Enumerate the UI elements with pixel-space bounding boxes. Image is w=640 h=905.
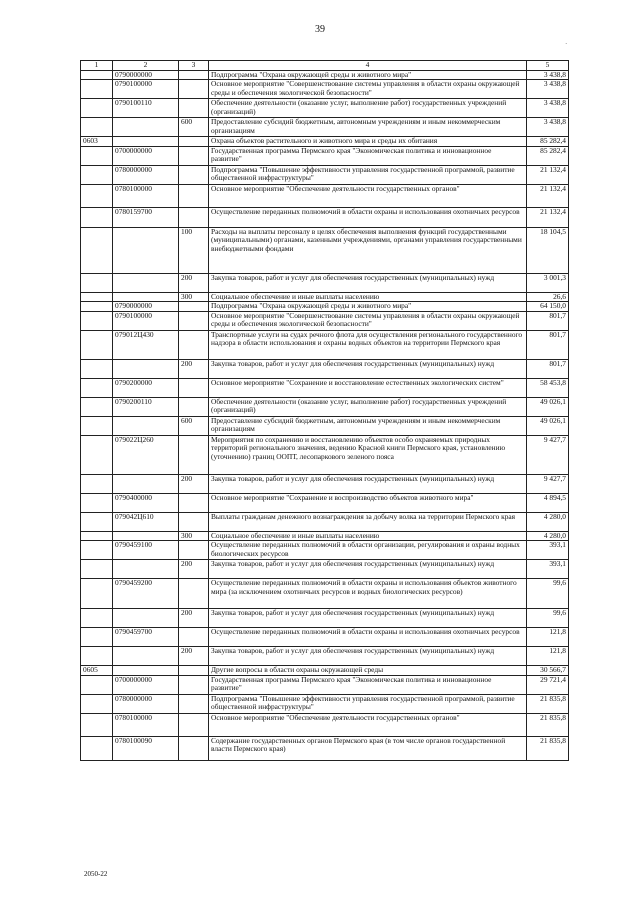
table-row — [81, 647, 569, 666]
section-code-cell — [81, 227, 113, 273]
section-code-cell — [81, 273, 113, 292]
amount-cell: 99,6 — [527, 609, 569, 628]
table-row — [81, 227, 569, 273]
expense-type-cell — [179, 579, 209, 609]
target-article-cell: 0790000000 — [113, 302, 179, 312]
amount-cell: 58 453,8 — [527, 378, 569, 397]
amount-cell: 3 438,8 — [527, 80, 569, 99]
expense-type-cell: 200 — [179, 647, 209, 666]
expense-type-cell — [179, 628, 209, 647]
amount-cell: 393,1 — [527, 560, 569, 579]
target-article-cell — [113, 560, 179, 579]
amount-cell: 3 438,8 — [527, 70, 569, 80]
target-article-cell: 0790459700 — [113, 628, 179, 647]
description-cell: Выплаты гражданам денежного вознаграждения за добычу волка на территории Пермского края — [209, 512, 527, 531]
table-row — [81, 493, 569, 512]
description-cell: Подпрограмма "Повышение эффективности управления государственной программой, развитие общественной инфраструктуры" — [209, 694, 527, 713]
target-article-cell: 079022Ц260 — [113, 435, 179, 474]
description-cell: Основное мероприятие "Совершенствование системы управления в области охраны окружающей среды и обеспечения экологической безопасности" — [209, 311, 527, 330]
table-row — [81, 80, 569, 99]
amount-cell: 30 566,7 — [527, 666, 569, 676]
section-code-cell — [81, 531, 113, 541]
target-article-cell — [113, 647, 179, 666]
description-cell: Осуществление переданных полномочий в области охраны и использования охотничьих ресурсов — [209, 628, 527, 647]
page-number: 39 — [315, 24, 325, 35]
expense-type-cell — [179, 736, 209, 760]
target-article-cell: 0790100000 — [113, 311, 179, 330]
column-number-4: 4 — [209, 61, 527, 71]
amount-cell: 4 894,5 — [527, 493, 569, 512]
amount-cell: 801,7 — [527, 359, 569, 378]
target-article-cell: 0790200000 — [113, 378, 179, 397]
description-cell: Осуществление переданных полномочий в области охраны и использования охотничьих ресурсов — [209, 207, 527, 227]
expense-type-cell — [179, 512, 209, 531]
amount-cell: 29 721,4 — [527, 675, 569, 694]
amount-cell: 9 427,7 — [527, 435, 569, 474]
table-row — [81, 512, 569, 531]
document-code: 2050-22 — [84, 870, 108, 878]
table-row — [81, 628, 569, 647]
expense-type-cell: 200 — [179, 560, 209, 579]
expense-type-cell — [179, 80, 209, 99]
target-article-cell — [113, 137, 179, 147]
section-code-cell — [81, 359, 113, 378]
amount-cell: 49 026,1 — [527, 416, 569, 435]
amount-cell: 99,6 — [527, 579, 569, 609]
section-code-cell — [81, 474, 113, 493]
section-code-cell — [81, 512, 113, 531]
column-number-row — [81, 61, 569, 71]
description-cell: Закупка товаров, работ и услуг для обеспечения государственных (муниципальных) нужд — [209, 609, 527, 628]
table-row — [81, 666, 569, 676]
table-row — [81, 146, 569, 165]
expense-type-cell — [179, 435, 209, 474]
table-row — [81, 397, 569, 416]
section-code-cell — [81, 675, 113, 694]
table-row — [81, 435, 569, 474]
description-cell: Государственная программа Пермского края "Экономическая политика и инновационное развитие" — [209, 146, 527, 165]
expense-type-cell — [179, 99, 209, 118]
section-code-cell — [81, 311, 113, 330]
description-cell: Содержание государственных органов Пермского края (в том числе органов государственной власти Пермского края) — [209, 736, 527, 760]
expense-type-cell — [179, 207, 209, 227]
section-code-cell — [81, 694, 113, 713]
section-code-cell — [81, 647, 113, 666]
amount-cell: 26,6 — [527, 292, 569, 302]
target-article-cell: 0780100000 — [113, 713, 179, 736]
target-article-cell: 0780000000 — [113, 165, 179, 184]
description-cell: Подпрограмма "Повышение эффективности управления государственной программой, развитие общественной инфраструктуры" — [209, 165, 527, 184]
budget-table — [80, 60, 569, 761]
table-body — [81, 70, 569, 760]
section-code-cell — [81, 397, 113, 416]
description-cell: Расходы на выплаты персоналу в целях обеспечения выполнения функций государственными (муниципальными) органами, казенными учреждениями, органами управления государственными внебюджетными фондами — [209, 227, 527, 273]
description-cell: Социальное обеспечение и иные выплаты населению — [209, 292, 527, 302]
section-code-cell — [81, 165, 113, 184]
description-cell: Транспортные услуги на судах речного флота для осуществления регионального государственного надзора в области использования и охраны водных объектов на территории Пермского края — [209, 330, 527, 359]
description-cell: Другие вопросы в области охраны окружающей среды — [209, 666, 527, 676]
target-article-cell — [113, 609, 179, 628]
section-code-cell — [81, 713, 113, 736]
section-code-cell: 0603 — [81, 137, 113, 147]
description-cell: Обеспечение деятельности (оказание услуг, выполнение работ) государственных учреждений (организаций) — [209, 397, 527, 416]
table-row — [81, 273, 569, 292]
expense-type-cell — [179, 713, 209, 736]
amount-cell: 4 280,0 — [527, 512, 569, 531]
corner-mark: · — [565, 40, 568, 48]
table-row — [81, 474, 569, 493]
section-code-cell — [81, 118, 113, 137]
table-row — [81, 579, 569, 609]
column-number-5: 5 — [527, 61, 569, 71]
expense-type-cell — [179, 165, 209, 184]
target-article-cell: 0790000000 — [113, 70, 179, 80]
target-article-cell — [113, 227, 179, 273]
description-cell: Государственная программа Пермского края "Экономическая политика и инновационное развитие" — [209, 675, 527, 694]
expense-type-cell — [179, 378, 209, 397]
expense-type-cell — [179, 330, 209, 359]
amount-cell: 9 427,7 — [527, 474, 569, 493]
table-row — [81, 165, 569, 184]
amount-cell: 85 282,4 — [527, 137, 569, 147]
description-cell: Закупка товаров, работ и услуг для обеспечения государственных (муниципальных) нужд — [209, 560, 527, 579]
target-article-cell: 079012Ц430 — [113, 330, 179, 359]
description-cell: Подпрограмма "Охрана окружающей среды и животного мира" — [209, 70, 527, 80]
expense-type-cell: 200 — [179, 474, 209, 493]
expense-type-cell — [179, 146, 209, 165]
target-article-cell: 079042Ц610 — [113, 512, 179, 531]
target-article-cell: 0780100000 — [113, 184, 179, 207]
amount-cell: 121,8 — [527, 628, 569, 647]
column-number-3: 3 — [179, 61, 209, 71]
table-row — [81, 311, 569, 330]
target-article-cell: 0790459200 — [113, 579, 179, 609]
section-code-cell — [81, 99, 113, 118]
expense-type-cell — [179, 694, 209, 713]
expense-type-cell — [179, 493, 209, 512]
target-article-cell — [113, 474, 179, 493]
target-article-cell — [113, 416, 179, 435]
expense-type-cell: 300 — [179, 531, 209, 541]
expense-type-cell: 100 — [179, 227, 209, 273]
section-code-cell: 0605 — [81, 666, 113, 676]
expense-type-cell — [179, 302, 209, 312]
section-code-cell — [81, 736, 113, 760]
expense-type-cell — [179, 184, 209, 207]
target-article-cell — [113, 273, 179, 292]
target-article-cell: 0780100090 — [113, 736, 179, 760]
target-article-cell: 0790400000 — [113, 493, 179, 512]
target-article-cell: 0790459100 — [113, 541, 179, 560]
expense-type-cell — [179, 70, 209, 80]
amount-cell: 3 438,8 — [527, 118, 569, 137]
description-cell: Основное мероприятие "Сохранение и восстановление естественных экологических систем" — [209, 378, 527, 397]
description-cell: Осуществление переданных полномочий в области организации, регулирования и охраны водных биологических ресурсов — [209, 541, 527, 560]
description-cell: Основное мероприятие "Совершенствование системы управления в области охраны окружающей среды и обеспечения экологической безопасности" — [209, 80, 527, 99]
section-code-cell — [81, 70, 113, 80]
description-cell: Закупка товаров, работ и услуг для обеспечения государственных (муниципальных) нужд — [209, 647, 527, 666]
description-cell: Осуществление переданных полномочий в области охраны и использования объектов животного мира (за исключением охотничьих ресурсов и водных биологических ресурсов) — [209, 579, 527, 609]
table-row — [81, 70, 569, 80]
section-code-cell — [81, 146, 113, 165]
description-cell: Подпрограмма "Охрана окружающей среды и животного мира" — [209, 302, 527, 312]
expense-type-cell: 600 — [179, 118, 209, 137]
amount-cell: 801,7 — [527, 330, 569, 359]
amount-cell: 801,7 — [527, 311, 569, 330]
expense-type-cell — [179, 397, 209, 416]
section-code-cell — [81, 330, 113, 359]
description-cell: Социальное обеспечение и иные выплаты населению — [209, 531, 527, 541]
section-code-cell — [81, 378, 113, 397]
section-code-cell — [81, 628, 113, 647]
target-article-cell — [113, 118, 179, 137]
table-row — [81, 694, 569, 713]
table-row — [81, 609, 569, 628]
column-number-1: 1 — [81, 61, 113, 71]
section-code-cell — [81, 609, 113, 628]
target-article-cell — [113, 666, 179, 676]
table-header — [81, 61, 569, 71]
description-cell: Обеспечение деятельности (оказание услуг, выполнение работ) государственных учреждений (организаций) — [209, 99, 527, 118]
table-row — [81, 560, 569, 579]
table-row — [81, 531, 569, 541]
table-row — [81, 137, 569, 147]
table-row — [81, 302, 569, 312]
expense-type-cell — [179, 675, 209, 694]
table-row — [81, 359, 569, 378]
description-cell: Закупка товаров, работ и услуг для обеспечения государственных (муниципальных) нужд — [209, 474, 527, 493]
amount-cell: 49 026,1 — [527, 397, 569, 416]
amount-cell: 393,1 — [527, 541, 569, 560]
amount-cell: 21 132,4 — [527, 207, 569, 227]
expense-type-cell — [179, 541, 209, 560]
table-row — [81, 99, 569, 118]
amount-cell: 21 835,8 — [527, 694, 569, 713]
amount-cell: 21 835,8 — [527, 736, 569, 760]
expense-type-cell — [179, 137, 209, 147]
table-row — [81, 736, 569, 760]
target-article-cell: 0700000000 — [113, 675, 179, 694]
table-row — [81, 330, 569, 359]
table-row — [81, 184, 569, 207]
amount-cell: 85 282,4 — [527, 146, 569, 165]
section-code-cell — [81, 541, 113, 560]
amount-cell: 3 438,8 — [527, 99, 569, 118]
target-article-cell: 0790200110 — [113, 397, 179, 416]
description-cell: Основное мероприятие "Сохранение и воспроизводство объектов животного мира" — [209, 493, 527, 512]
target-article-cell — [113, 531, 179, 541]
target-article-cell: 0780159700 — [113, 207, 179, 227]
amount-cell: 18 104,5 — [527, 227, 569, 273]
section-code-cell — [81, 560, 113, 579]
section-code-cell — [81, 416, 113, 435]
table-row — [81, 378, 569, 397]
description-cell: Закупка товаров, работ и услуг для обеспечения государственных (муниципальных) нужд — [209, 273, 527, 292]
expense-type-cell: 200 — [179, 609, 209, 628]
table-row — [81, 118, 569, 137]
amount-cell: 64 150,0 — [527, 302, 569, 312]
target-article-cell: 0700000000 — [113, 146, 179, 165]
table-row — [81, 675, 569, 694]
description-cell: Мероприятия по сохранению и восстановлению объектов особо охраняемых природных территорий регионального значения, ведению Красной книги Пермского края, установлению (уточнению) границ ООПТ, лесопаркового зеленого пояса — [209, 435, 527, 474]
column-number-2: 2 — [113, 61, 179, 71]
section-code-cell — [81, 80, 113, 99]
target-article-cell: 0790100000 — [113, 80, 179, 99]
expense-type-cell — [179, 311, 209, 330]
description-cell: Основное мероприятие "Обеспечение деятельности государственных органов" — [209, 713, 527, 736]
target-article-cell — [113, 359, 179, 378]
amount-cell: 21 132,4 — [527, 165, 569, 184]
target-article-cell: 0780000000 — [113, 694, 179, 713]
table-row — [81, 541, 569, 560]
amount-cell: 121,8 — [527, 647, 569, 666]
section-code-cell — [81, 579, 113, 609]
section-code-cell — [81, 435, 113, 474]
section-code-cell — [81, 302, 113, 312]
target-article-cell: 0790100110 — [113, 99, 179, 118]
expense-type-cell: 200 — [179, 359, 209, 378]
amount-cell: 4 280,0 — [527, 531, 569, 541]
table-row — [81, 416, 569, 435]
table-row — [81, 713, 569, 736]
description-cell: Закупка товаров, работ и услуг для обеспечения государственных (муниципальных) нужд — [209, 359, 527, 378]
description-cell: Предоставление субсидий бюджетным, автономным учреждениям и иным некоммерческим организациям — [209, 416, 527, 435]
amount-cell: 3 001,3 — [527, 273, 569, 292]
description-cell: Охрана объектов растительного и животного мира и среды их обитания — [209, 137, 527, 147]
description-cell: Предоставление субсидий бюджетным, автономным учреждениям и иным некоммерческим организациям — [209, 118, 527, 137]
expense-type-cell — [179, 666, 209, 676]
section-code-cell — [81, 493, 113, 512]
section-code-cell — [81, 207, 113, 227]
amount-cell: 21 835,8 — [527, 713, 569, 736]
table-row — [81, 207, 569, 227]
expense-type-cell: 200 — [179, 273, 209, 292]
target-article-cell — [113, 292, 179, 302]
section-code-cell — [81, 184, 113, 207]
expense-type-cell: 300 — [179, 292, 209, 302]
table-row — [81, 292, 569, 302]
description-cell: Основное мероприятие "Обеспечение деятельности государственных органов" — [209, 184, 527, 207]
expense-type-cell: 600 — [179, 416, 209, 435]
section-code-cell — [81, 292, 113, 302]
amount-cell: 21 132,4 — [527, 184, 569, 207]
